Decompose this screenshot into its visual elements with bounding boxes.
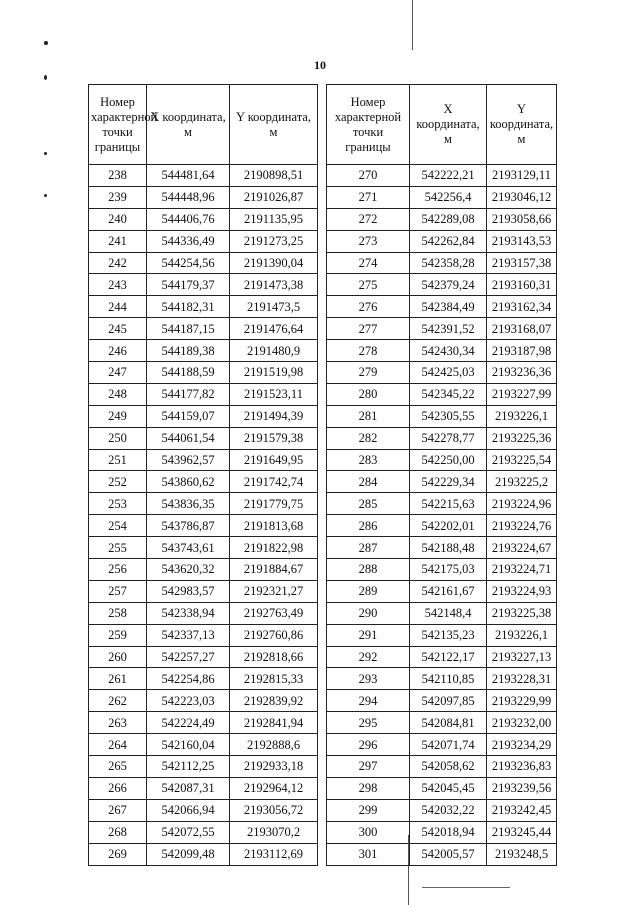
table-row: [89, 799, 318, 821]
table-body-right: [327, 165, 557, 866]
table-row: [327, 427, 557, 449]
cell-y-coordinate: 2193228,31: [487, 668, 557, 690]
cell-y-coordinate: 2193236,36: [487, 362, 557, 384]
table-row: [327, 186, 557, 208]
table-row: [327, 624, 557, 646]
scan-speck: [44, 152, 47, 155]
cell-x-coordinate: 543786,87: [147, 515, 230, 537]
cell-point-number: 273: [327, 230, 410, 252]
table-row: [89, 274, 318, 296]
cell-point-number: 257: [89, 580, 147, 602]
cell-x-coordinate: 542122,17: [410, 646, 487, 668]
cell-point-number: 289: [327, 580, 410, 602]
cell-y-coordinate: 2193224,93: [487, 580, 557, 602]
cell-point-number: 248: [89, 383, 147, 405]
cell-point-number: 266: [89, 777, 147, 799]
cell-x-coordinate: 542099,48: [147, 843, 230, 865]
cell-y-coordinate: 2192933,18: [230, 756, 318, 778]
cell-x-coordinate: 544448,96: [147, 186, 230, 208]
table-row: [327, 668, 557, 690]
cell-x-coordinate: 542257,27: [147, 646, 230, 668]
cell-y-coordinate: 2193239,56: [487, 777, 557, 799]
cell-x-coordinate: 544188,59: [147, 362, 230, 384]
cell-point-number: 286: [327, 515, 410, 537]
cell-x-coordinate: 542202,01: [410, 515, 487, 537]
cell-point-number: 285: [327, 493, 410, 515]
cell-y-coordinate: 2193224,76: [487, 515, 557, 537]
cell-point-number: 278: [327, 340, 410, 362]
cell-x-coordinate: 542262,84: [410, 230, 487, 252]
table-row: [327, 340, 557, 362]
cell-point-number: 252: [89, 471, 147, 493]
cell-point-number: 246: [89, 340, 147, 362]
cell-point-number: 239: [89, 186, 147, 208]
cell-y-coordinate: 2193129,11: [487, 165, 557, 187]
table-row: [89, 602, 318, 624]
scan-line: [412, 0, 413, 50]
cell-y-coordinate: 2193224,67: [487, 537, 557, 559]
coordinates-table-left: [88, 84, 318, 866]
cell-x-coordinate: 542084,81: [410, 712, 487, 734]
cell-point-number: 262: [89, 690, 147, 712]
cell-x-coordinate: 543962,57: [147, 449, 230, 471]
table-row: [327, 362, 557, 384]
cell-y-coordinate: 2193236,83: [487, 756, 557, 778]
table-row: [89, 449, 318, 471]
cell-point-number: 297: [327, 756, 410, 778]
cell-x-coordinate: 544177,82: [147, 383, 230, 405]
cell-point-number: 298: [327, 777, 410, 799]
table-row: [327, 318, 557, 340]
cell-point-number: 293: [327, 668, 410, 690]
cell-y-coordinate: 2193070,2: [230, 821, 318, 843]
cell-point-number: 283: [327, 449, 410, 471]
cell-y-coordinate: 2192888,6: [230, 734, 318, 756]
cell-x-coordinate: 544187,15: [147, 318, 230, 340]
cell-x-coordinate: 542215,63: [410, 493, 487, 515]
table-row: [89, 405, 318, 427]
cell-y-coordinate: 2193162,34: [487, 296, 557, 318]
cell-x-coordinate: 542430,34: [410, 340, 487, 362]
cell-x-coordinate: 542097,85: [410, 690, 487, 712]
cell-point-number: 245: [89, 318, 147, 340]
cell-point-number: 255: [89, 537, 147, 559]
cell-x-coordinate: 542087,31: [147, 777, 230, 799]
cell-y-coordinate: 2193157,38: [487, 252, 557, 274]
table-row: [89, 493, 318, 515]
cell-y-coordinate: 2192763,49: [230, 602, 318, 624]
cell-y-coordinate: 2191813,68: [230, 515, 318, 537]
table-row: [327, 405, 557, 427]
cell-point-number: 291: [327, 624, 410, 646]
cell-point-number: 270: [327, 165, 410, 187]
cell-x-coordinate: 542338,94: [147, 602, 230, 624]
table-row: [89, 165, 318, 187]
cell-point-number: 242: [89, 252, 147, 274]
cell-x-coordinate: 542066,94: [147, 799, 230, 821]
table-row: [89, 383, 318, 405]
table-row: [327, 777, 557, 799]
header-y-coordinate: Y координата, м: [487, 85, 557, 165]
header-x-coordinate: X координата, м: [410, 85, 487, 165]
table-row: [327, 690, 557, 712]
cell-y-coordinate: 2193046,12: [487, 186, 557, 208]
cell-x-coordinate: 542018,94: [410, 821, 487, 843]
table-row: [327, 537, 557, 559]
cell-x-coordinate: 542278,77: [410, 427, 487, 449]
cell-point-number: 295: [327, 712, 410, 734]
cell-y-coordinate: 2191579,38: [230, 427, 318, 449]
cell-x-coordinate: 542032,22: [410, 799, 487, 821]
cell-y-coordinate: 2193225,2: [487, 471, 557, 493]
cell-x-coordinate: 542045,45: [410, 777, 487, 799]
cell-point-number: 300: [327, 821, 410, 843]
cell-point-number: 251: [89, 449, 147, 471]
cell-x-coordinate: 542425,03: [410, 362, 487, 384]
cell-x-coordinate: 544159,07: [147, 405, 230, 427]
table-row: [89, 427, 318, 449]
scan-line: [422, 887, 510, 888]
cell-point-number: 259: [89, 624, 147, 646]
cell-x-coordinate: 542110,85: [410, 668, 487, 690]
cell-y-coordinate: 2191026,87: [230, 186, 318, 208]
table-body-left: [89, 165, 318, 866]
cell-point-number: 238: [89, 165, 147, 187]
cell-y-coordinate: 2193226,1: [487, 624, 557, 646]
cell-point-number: 287: [327, 537, 410, 559]
table-row: [327, 843, 557, 865]
table-row: [327, 602, 557, 624]
cell-x-coordinate: 542112,25: [147, 756, 230, 778]
cell-point-number: 271: [327, 186, 410, 208]
table-row: [89, 230, 318, 252]
cell-point-number: 277: [327, 318, 410, 340]
header-point-number: Номер характерной точки границы: [327, 85, 410, 165]
cell-x-coordinate: 542160,04: [147, 734, 230, 756]
cell-x-coordinate: 542175,03: [410, 559, 487, 581]
table-row: [327, 821, 557, 843]
cell-y-coordinate: 2191390,04: [230, 252, 318, 274]
table-row: [89, 777, 318, 799]
cell-y-coordinate: 2193225,36: [487, 427, 557, 449]
cell-point-number: 265: [89, 756, 147, 778]
cell-x-coordinate: 544406,76: [147, 208, 230, 230]
cell-y-coordinate: 2193112,69: [230, 843, 318, 865]
cell-x-coordinate: 544189,38: [147, 340, 230, 362]
scan-speck: [44, 41, 48, 45]
cell-y-coordinate: 2193225,38: [487, 602, 557, 624]
cell-point-number: 244: [89, 296, 147, 318]
cell-y-coordinate: 2193058,66: [487, 208, 557, 230]
cell-y-coordinate: 2193160,31: [487, 274, 557, 296]
table-row: [327, 646, 557, 668]
cell-point-number: 268: [89, 821, 147, 843]
cell-y-coordinate: 2193143,53: [487, 230, 557, 252]
cell-point-number: 292: [327, 646, 410, 668]
cell-point-number: 279: [327, 362, 410, 384]
cell-x-coordinate: 543620,32: [147, 559, 230, 581]
table-row: [327, 208, 557, 230]
table-row: [89, 362, 318, 384]
cell-point-number: 301: [327, 843, 410, 865]
table-row: [89, 515, 318, 537]
cell-y-coordinate: 2191779,75: [230, 493, 318, 515]
cell-y-coordinate: 2191273,25: [230, 230, 318, 252]
cell-x-coordinate: 542337,13: [147, 624, 230, 646]
cell-y-coordinate: 2192321,27: [230, 580, 318, 602]
cell-y-coordinate: 2191480,9: [230, 340, 318, 362]
cell-y-coordinate: 2193229,99: [487, 690, 557, 712]
cell-x-coordinate: 544481,64: [147, 165, 230, 187]
table-header-row: [89, 85, 318, 165]
cell-point-number: 263: [89, 712, 147, 734]
cell-point-number: 241: [89, 230, 147, 252]
table-row: [327, 559, 557, 581]
cell-point-number: 267: [89, 799, 147, 821]
cell-point-number: 272: [327, 208, 410, 230]
cell-x-coordinate: 542222,21: [410, 165, 487, 187]
cell-y-coordinate: 2191822,98: [230, 537, 318, 559]
table-row: [327, 493, 557, 515]
cell-x-coordinate: 542005,57: [410, 843, 487, 865]
table-row: [327, 230, 557, 252]
cell-point-number: 269: [89, 843, 147, 865]
table-row: [327, 471, 557, 493]
table-row: [327, 799, 557, 821]
cell-point-number: 249: [89, 405, 147, 427]
cell-y-coordinate: 2193234,29: [487, 734, 557, 756]
table-row: [89, 252, 318, 274]
cell-point-number: 281: [327, 405, 410, 427]
coordinates-table-right: [326, 84, 557, 866]
cell-x-coordinate: 542345,22: [410, 383, 487, 405]
cell-point-number: 254: [89, 515, 147, 537]
table-row: [327, 515, 557, 537]
cell-y-coordinate: 2193227,13: [487, 646, 557, 668]
cell-x-coordinate: 542983,57: [147, 580, 230, 602]
table-row: [89, 208, 318, 230]
table-row: [89, 559, 318, 581]
cell-x-coordinate: 542161,67: [410, 580, 487, 602]
cell-y-coordinate: 2192841,94: [230, 712, 318, 734]
cell-y-coordinate: 2193225,54: [487, 449, 557, 471]
cell-y-coordinate: 2193248,5: [487, 843, 557, 865]
cell-point-number: 256: [89, 559, 147, 581]
table-row: [89, 668, 318, 690]
cell-y-coordinate: 2193227,99: [487, 383, 557, 405]
cell-x-coordinate: 542071,74: [410, 734, 487, 756]
table-row: [327, 580, 557, 602]
cell-y-coordinate: 2192815,33: [230, 668, 318, 690]
cell-y-coordinate: 2191476,64: [230, 318, 318, 340]
header-x-coordinate: X координата, м: [147, 85, 230, 165]
table-row: [89, 756, 318, 778]
table-header-row: [327, 85, 557, 165]
cell-point-number: 294: [327, 690, 410, 712]
cell-point-number: 284: [327, 471, 410, 493]
table-row: [89, 537, 318, 559]
table-row: [327, 734, 557, 756]
cell-y-coordinate: 2191473,5: [230, 296, 318, 318]
table-row: [327, 165, 557, 187]
cell-point-number: 276: [327, 296, 410, 318]
cell-x-coordinate: 542223,03: [147, 690, 230, 712]
cell-y-coordinate: 2193242,45: [487, 799, 557, 821]
cell-point-number: 247: [89, 362, 147, 384]
table-row: [89, 471, 318, 493]
table-row: [89, 843, 318, 865]
cell-x-coordinate: 542289,08: [410, 208, 487, 230]
cell-x-coordinate: 544061,54: [147, 427, 230, 449]
page-number: 10: [314, 58, 326, 72]
cell-x-coordinate: 544179,37: [147, 274, 230, 296]
cell-y-coordinate: 2191649,95: [230, 449, 318, 471]
cell-x-coordinate: 542305,55: [410, 405, 487, 427]
cell-point-number: 260: [89, 646, 147, 668]
cell-y-coordinate: 2192839,92: [230, 690, 318, 712]
scan-speck: [44, 75, 47, 80]
cell-y-coordinate: 2191742,74: [230, 471, 318, 493]
cell-y-coordinate: 2191135,95: [230, 208, 318, 230]
table-row: [89, 296, 318, 318]
cell-x-coordinate: 542135,23: [410, 624, 487, 646]
cell-point-number: 290: [327, 602, 410, 624]
table-row: [89, 624, 318, 646]
cell-x-coordinate: 542384,49: [410, 296, 487, 318]
table-row: [327, 252, 557, 274]
cell-y-coordinate: 2191494,39: [230, 405, 318, 427]
cell-x-coordinate: 542256,4: [410, 186, 487, 208]
scan-speck: [44, 194, 47, 197]
cell-y-coordinate: 2193224,96: [487, 493, 557, 515]
cell-y-coordinate: 2191884,67: [230, 559, 318, 581]
cell-x-coordinate: 542148,4: [410, 602, 487, 624]
cell-y-coordinate: 2193187,98: [487, 340, 557, 362]
table-row: [89, 318, 318, 340]
cell-point-number: 243: [89, 274, 147, 296]
cell-x-coordinate: 542224,49: [147, 712, 230, 734]
table-row: [327, 274, 557, 296]
header-y-coordinate: Y координата, м: [230, 85, 318, 165]
header-point-number: Номер характерной точки границы: [89, 85, 147, 165]
cell-x-coordinate: 542358,28: [410, 252, 487, 274]
table-row: [89, 734, 318, 756]
table-row: [89, 580, 318, 602]
cell-y-coordinate: 2190898,51: [230, 165, 318, 187]
cell-point-number: 250: [89, 427, 147, 449]
table-row: [327, 756, 557, 778]
table-row: [327, 296, 557, 318]
cell-point-number: 296: [327, 734, 410, 756]
cell-y-coordinate: 2192760,86: [230, 624, 318, 646]
table-row: [89, 646, 318, 668]
cell-x-coordinate: 543860,62: [147, 471, 230, 493]
cell-x-coordinate: 542254,86: [147, 668, 230, 690]
cell-point-number: 253: [89, 493, 147, 515]
cell-x-coordinate: 542188,48: [410, 537, 487, 559]
cell-point-number: 264: [89, 734, 147, 756]
cell-y-coordinate: 2191473,38: [230, 274, 318, 296]
table-row: [89, 712, 318, 734]
table-row: [89, 186, 318, 208]
table-row: [89, 821, 318, 843]
table-row: [89, 690, 318, 712]
cell-y-coordinate: 2193056,72: [230, 799, 318, 821]
cell-point-number: 258: [89, 602, 147, 624]
cell-x-coordinate: 542250,00: [410, 449, 487, 471]
cell-point-number: 282: [327, 427, 410, 449]
cell-x-coordinate: 543743,61: [147, 537, 230, 559]
cell-y-coordinate: 2192818,66: [230, 646, 318, 668]
cell-y-coordinate: 2191523,11: [230, 383, 318, 405]
cell-x-coordinate: 543836,35: [147, 493, 230, 515]
cell-y-coordinate: 2193224,71: [487, 559, 557, 581]
cell-y-coordinate: 2193245,44: [487, 821, 557, 843]
cell-point-number: 274: [327, 252, 410, 274]
cell-y-coordinate: 2193232,00: [487, 712, 557, 734]
cell-x-coordinate: 542229,34: [410, 471, 487, 493]
cell-x-coordinate: 542072,55: [147, 821, 230, 843]
cell-y-coordinate: 2193226,1: [487, 405, 557, 427]
cell-point-number: 280: [327, 383, 410, 405]
table-row: [327, 383, 557, 405]
cell-x-coordinate: 542379,24: [410, 274, 487, 296]
table-row: [89, 340, 318, 362]
cell-x-coordinate: 544254,56: [147, 252, 230, 274]
cell-y-coordinate: 2191519,98: [230, 362, 318, 384]
cell-y-coordinate: 2192964,12: [230, 777, 318, 799]
cell-x-coordinate: 542058,62: [410, 756, 487, 778]
cell-x-coordinate: 544182,31: [147, 296, 230, 318]
cell-x-coordinate: 542391,52: [410, 318, 487, 340]
table-row: [327, 449, 557, 471]
cell-point-number: 288: [327, 559, 410, 581]
cell-point-number: 275: [327, 274, 410, 296]
cell-point-number: 261: [89, 668, 147, 690]
table-row: [327, 712, 557, 734]
cell-point-number: 240: [89, 208, 147, 230]
cell-x-coordinate: 544336,49: [147, 230, 230, 252]
cell-point-number: 299: [327, 799, 410, 821]
cell-y-coordinate: 2193168,07: [487, 318, 557, 340]
